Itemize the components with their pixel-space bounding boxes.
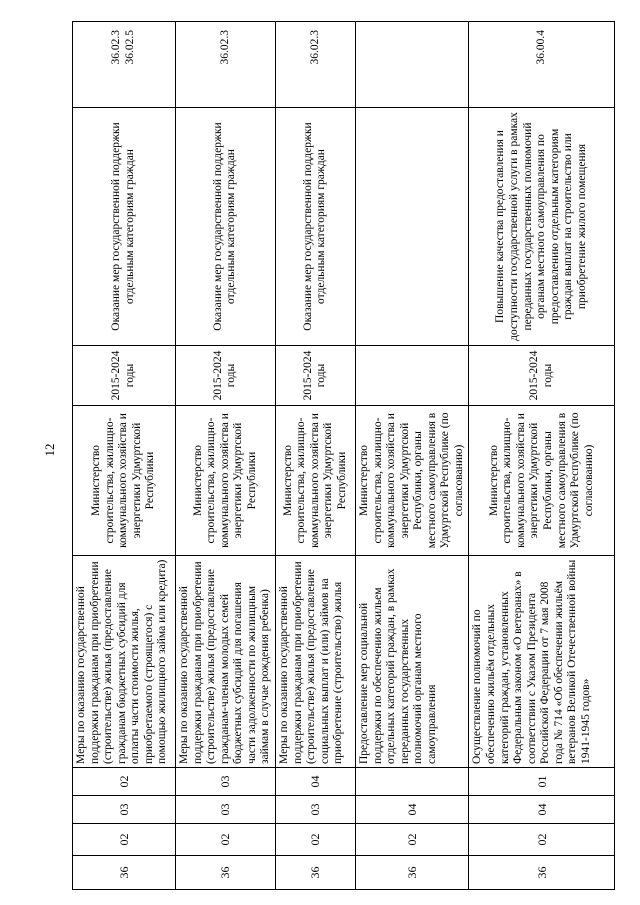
expected-result <box>355 108 469 346</box>
code-submeasure: 01 <box>469 768 615 796</box>
executor: Министерство строительства, жилищно-коммунального хозяйства и энергетики Удмуртской Республики, органы местного самоуправления в Удмуртской Республике (по согласованию) <box>355 406 469 556</box>
code-measure: 03 <box>275 796 355 824</box>
measure-name: Меры по оказанию государственной поддержки гражданам при приобретении (строительстве) жилья (предоставление гражданам бюджетных субсидий для оплаты части стоимости жилья, приобретаемого (строящегося) с помощью жилищного займа или кредита) <box>73 556 176 768</box>
code-submeasure <box>355 768 469 796</box>
code-submeasure: 04 <box>275 768 355 796</box>
measure-name: Меры по оказанию государственной поддержки гражданам при приобретении (строительстве) жилья (предоставление социальных выплат и (или) займов на приобретение (строительство) жилья <box>275 556 355 768</box>
measure-name: Осуществление полномочий по обеспечению жильём отдельных категорий граждан, установленных Федеральным законом «О ветеранах» в соответствии с Указом Президента Российской Федерации от 7 мая 2008 года № 714 «Об обеспечении жильём ветеранов Великой Отечественной войны 1941-1945 годов» <box>469 556 615 768</box>
indicator-code: 36.02.3 <box>308 30 321 65</box>
code-subprogram: 02 <box>73 824 176 856</box>
code-subprogram: 02 <box>469 824 615 856</box>
indicator-code: 36.00.4 <box>535 30 548 65</box>
table-container <box>72 22 602 890</box>
period: 2015-2024 годы <box>469 346 615 406</box>
executor: Министерство строительства, жилищно-коммунального хозяйства и энергетики Удмуртской Республики <box>176 406 276 556</box>
code-program: 36 <box>275 856 355 890</box>
expected-result: Оказание мер государственной поддержки отдельным категориям граждан <box>176 108 276 346</box>
page-number: 12 <box>42 443 57 457</box>
code-program: 36 <box>355 856 469 890</box>
code-measure: 03 <box>176 796 276 824</box>
indicator-code: 36.02.5 <box>124 30 136 65</box>
period: 2015-2024 годы <box>176 346 276 406</box>
executor: Министерство строительства, жилищно-коммунального хозяйства и энергетики Удмуртской Республики <box>73 406 176 556</box>
table-row <box>355 22 469 890</box>
code-program: 36 <box>73 856 176 890</box>
code-subprogram: 02 <box>355 824 469 856</box>
code-measure: 04 <box>355 796 469 824</box>
expected-result: Оказание мер государственной поддержки отдельным категориям граждан <box>275 108 355 346</box>
period: 2015-2024 годы <box>73 346 176 406</box>
table-row <box>469 22 615 890</box>
indicators <box>355 22 469 108</box>
program-measures-table <box>72 21 615 890</box>
code-program: 36 <box>469 856 615 890</box>
indicators <box>73 22 176 108</box>
expected-result: Оказание мер государственной поддержки отдельным категориям граждан <box>73 108 176 346</box>
code-subprogram: 02 <box>275 824 355 856</box>
code-measure: 04 <box>469 796 615 824</box>
indicators <box>275 22 355 108</box>
executor: Министерство строительства, жилищно-коммунального хозяйства и энергетики Удмуртской Республики, органы местного самоуправления в Удмуртской Республике (по согласованию) <box>469 406 615 556</box>
executor: Министерство строительства, жилищно-коммунального хозяйства и энергетики Удмуртской Республики <box>275 406 355 556</box>
period <box>355 346 469 406</box>
table-row <box>73 22 176 890</box>
code-measure: 03 <box>73 796 176 824</box>
table-row <box>275 22 355 890</box>
period: 2015-2024 годы <box>275 346 355 406</box>
code-submeasure: 03 <box>176 768 276 796</box>
measure-name: Предоставление мер социальной поддержки по обеспечению жильем отдельных категорий граждан, в рамках переданных государственных полномочий органам местного самоуправления <box>355 556 469 768</box>
indicators <box>469 22 615 108</box>
indicator-code: 36.02.3 <box>110 30 123 65</box>
code-program: 36 <box>176 856 276 890</box>
indicators <box>176 22 276 108</box>
measure-name: Меры по оказанию государственной поддержки гражданам при приобретении (строительстве) жилья (предоставление гражданам-членам молодых семей бюджетных субсидий для погашения части задолженности по жилищным займам в случае рождения ребенка) <box>176 556 276 768</box>
code-submeasure: 02 <box>73 768 176 796</box>
expected-result: Повышение качества предоставления и доступности государственной услуги в рамках переданных государственных полномочий органам местного самоуправления по предоставлению отдельным категориям граждан выплат на строительство или приобретение жилого помещения <box>469 108 615 346</box>
code-subprogram: 02 <box>176 824 276 856</box>
table-row <box>176 22 276 890</box>
indicator-code: 36.02.3 <box>218 30 231 65</box>
